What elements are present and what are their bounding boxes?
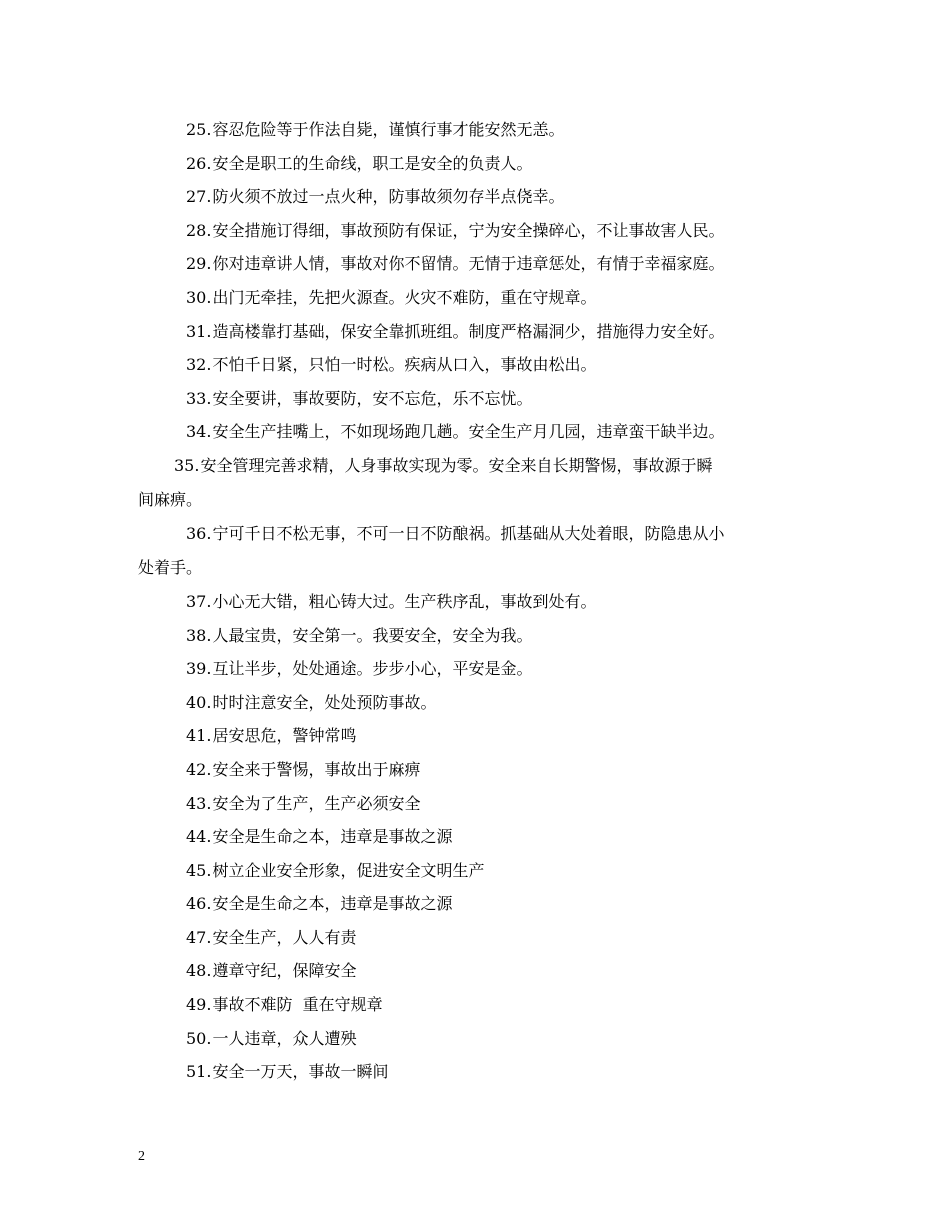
list-item: 51.安全一万天，事故一瞬间 [186, 1062, 389, 1082]
list-item: 39.互让半步，处处通途。步步小心，平安是金。 [186, 659, 533, 679]
list-item: 40.时时注意安全，处处预防事故。 [186, 692, 437, 712]
list-item: 30.出门无牵挂，先把火源查。火灾不难防，重在守规章。 [186, 287, 597, 307]
list-item: 43.安全为了生产，生产必须安全 [186, 793, 421, 813]
list-item: 26.安全是职工的生命线，职工是安全的负责人。 [186, 153, 533, 173]
list-item: 38.人最宝贵，安全第一。我要安全，安全为我。 [186, 625, 533, 645]
list-item-line-1: 35.安全管理完善求精，人身事故实现为零。安全来自长期警惕，事故源于瞬 [174, 455, 713, 475]
list-item-line-2: 处着手。 [138, 557, 203, 577]
list-item: 49.事故不难防 重在守规章 [186, 995, 383, 1015]
slogan-list [138, 113, 818, 1089]
list-item: 29.你对违章讲人情，事故对你不留情。无情于违章惩处，有情于幸福家庭。 [186, 254, 725, 274]
list-item-line-2: 间麻痹。 [138, 489, 203, 509]
list-item: 27.防火须不放过一点火种，防事故须勿存半点侥幸。 [186, 187, 565, 207]
list-item: 44.安全是生命之本，违章是事故之源 [186, 827, 453, 847]
list-item-line-1: 36.宁可千日不松无事，不可一日不防酿祸。抓基础从大处着眼，防隐患从小 [186, 523, 725, 543]
list-item: 25.容忍危险等于作法自毙，谨慎行事才能安然无恙。 [186, 120, 565, 139]
list-item [138, 449, 818, 517]
list-item: 37.小心无大错，粗心铸大过。生产秩序乱，事故到处有。 [186, 591, 597, 611]
list-item: 48.遵章守纪，保障安全 [186, 961, 357, 981]
list-item: 42.安全来于警惕，事故出于麻痹 [186, 759, 421, 779]
list-item: 33.安全要讲，事故要防，安不忘危，乐不忘忧。 [186, 388, 533, 408]
list-item: 28.安全措施订得细，事故预防有保证，宁为安全操碎心，不让事故害人民。 [186, 220, 725, 240]
list-item: 34.安全生产挂嘴上，不如现场跑几趟。安全生产月几园，违章蛮干缺半边。 [186, 422, 725, 442]
list-item: 46.安全是生命之本，违章是事故之源 [186, 894, 453, 914]
list-item: 45.树立企业安全形象，促进安全文明生产 [186, 860, 485, 880]
list-item: 47.安全生产，人人有责 [186, 927, 357, 947]
list-item: 50.一人违章，众人遭殃 [186, 1028, 357, 1048]
page-number: 2 [138, 1149, 145, 1164]
list-item: 31.造高楼靠打基础，保安全靠抓班组。制度严格漏洞少，措施得力安全好。 [186, 321, 725, 341]
list-item: 41.居安思危，警钟常鸣 [186, 726, 357, 746]
list-item [138, 517, 818, 585]
list-item: 32.不怕千日紧，只怕一时松。疾病从口入，事故由松出。 [186, 355, 597, 375]
